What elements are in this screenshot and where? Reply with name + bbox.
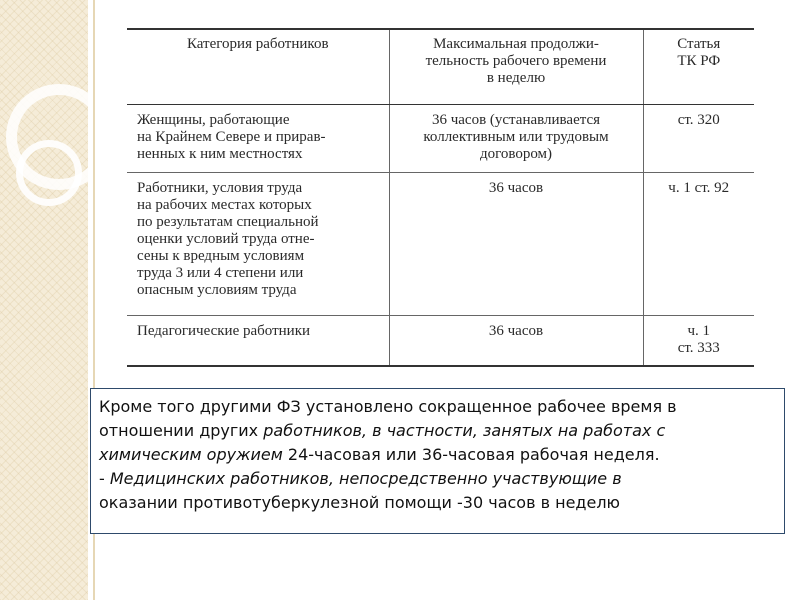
note-line [99,467,776,491]
note-text-italic: Медицинских работников, непосредственно участвующие в [109,469,622,488]
cell-category: Женщины, работающие на Крайнем Севере и прирав- ненных к ним местностях [127,105,389,173]
table-row [127,173,754,316]
cell-hours: 36 часов (устанавливается коллективным или трудовым договором) [389,105,643,173]
working-time-table-container [127,28,754,367]
cell-hours: 36 часов [389,316,643,366]
cell-category: Педагогические работники [127,316,389,366]
cell-hours: 36 часов [389,173,643,316]
decorative-ring-small [16,140,82,206]
note-text: Кроме того другими ФЗ установлено сокращенное рабочее время в [99,397,677,416]
note-text: - [99,469,110,488]
note-line [99,443,776,467]
note-textbox [90,388,785,534]
header-max-hours: Максимальная продолжи- тельность рабочего времени в неделю [389,29,643,105]
cell-category: Работники, условия труда на рабочих местах которых по результатам специальной оценки условий труда отне- сены к вредным условиям труда 3 или 4 степени или опасным условиям труда [127,173,389,316]
note-text: 24-часовая или 36-часовая рабочая неделя. [282,445,660,464]
table-row [127,316,754,366]
header-category: Категория работников [127,29,389,105]
note-text-italic: работников, в частности, занятых на работах с [263,421,666,440]
working-time-table [127,28,754,367]
note-line [99,491,776,515]
cell-article: ч. 1 ст. 92 [643,173,754,316]
note-text: отношении других [99,421,264,440]
note-line [99,395,776,419]
cell-article: ч. 1 ст. 333 [643,316,754,366]
note-line [99,419,776,443]
header-article: Статья ТК РФ [643,29,754,105]
cell-article: ст. 320 [643,105,754,173]
table-header-row [127,29,754,105]
table-row [127,105,754,173]
note-text: оказании противотуберкулезной помощи -30 часов в неделю [99,493,621,512]
note-text-italic: химическим оружием [99,445,283,464]
